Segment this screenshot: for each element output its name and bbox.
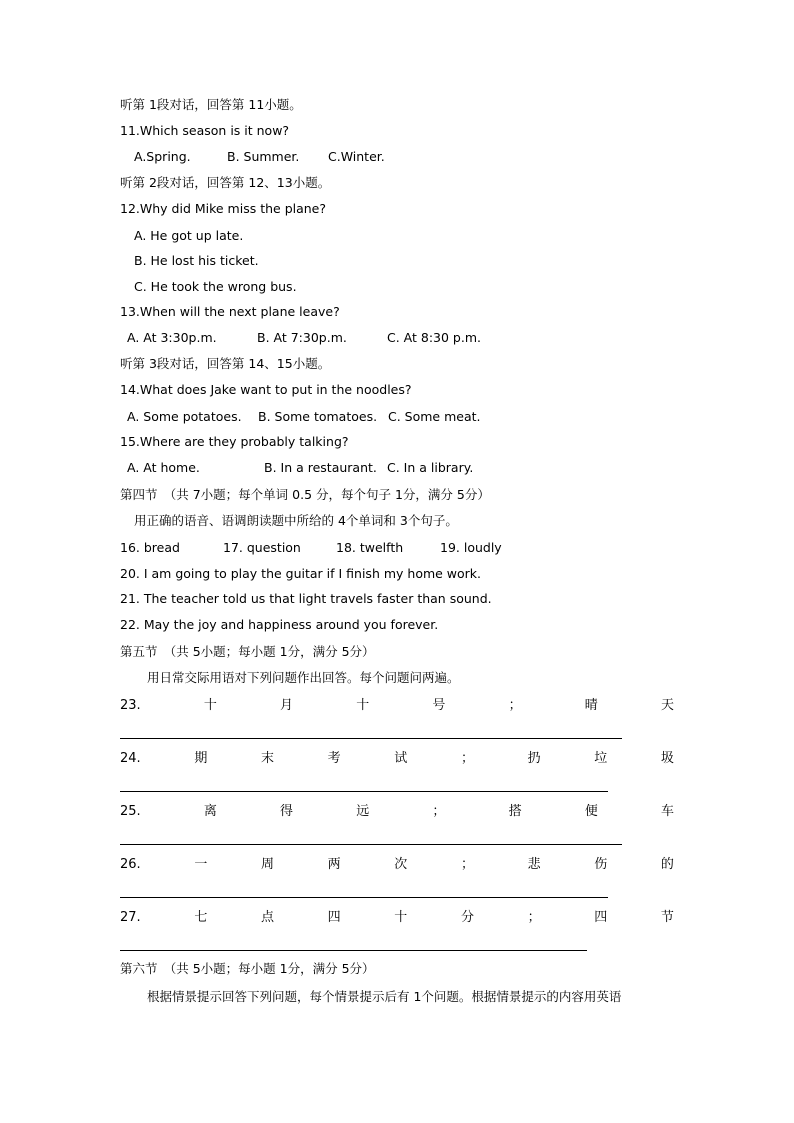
question-number: 26.: [120, 857, 141, 872]
question-number: 27.: [120, 910, 141, 925]
option-a: A. Some potatoes.: [127, 409, 242, 424]
char: 次: [394, 857, 408, 872]
sentence-20: 20. I am going to play the guitar if I finish my home work.: [120, 566, 482, 581]
question-11: 11.Which season is it now?: [120, 123, 290, 138]
question-14: 14.What does Jake want to put in the noodles?: [120, 382, 412, 397]
char: 搭: [508, 804, 522, 819]
sentence-21: 21. The teacher told us that light travels faster than sound.: [120, 591, 492, 606]
option-a: A.Spring.: [134, 149, 191, 164]
char: ；: [460, 857, 474, 872]
question-12-option-a: A. He got up late.: [134, 228, 244, 243]
question-25: [120, 803, 674, 821]
char: 晴: [584, 698, 598, 713]
dialog-1-instruction: 听第 1段对话，回答第 11小题。: [120, 97, 302, 112]
question-23: [120, 697, 674, 715]
question-number: 25.: [120, 804, 141, 819]
char: 分: [460, 910, 474, 925]
char: ；: [508, 698, 522, 713]
answer-line-26: [120, 897, 608, 898]
sentence-22: 22. May the joy and happiness around you forever.: [120, 617, 439, 632]
char: 试: [394, 751, 408, 766]
option-b: B. Summer.: [227, 149, 300, 164]
option-b: B. Some tomatoes.: [258, 409, 378, 424]
char: ；: [432, 804, 446, 819]
char: 七: [194, 910, 208, 925]
char: 便: [584, 804, 598, 819]
char: 期: [194, 751, 208, 766]
section-6-instruction: 根据情景提示回答下列问题，每个情景提示后有 1个问题。根据情景提示的内容用英语: [147, 989, 622, 1004]
word-19: 19. loudly: [440, 540, 502, 555]
question-12-option-b: B. He lost his ticket.: [134, 253, 259, 268]
question-24: [120, 750, 674, 768]
char: 远: [356, 804, 370, 819]
char: ；: [527, 910, 541, 925]
answer-line-27: [120, 950, 587, 951]
question-12-option-c: C. He took the wrong bus.: [134, 279, 297, 294]
char: 四: [327, 910, 341, 925]
word-16: 16. bread: [120, 540, 180, 555]
question-26: [120, 856, 674, 874]
option-c: C. Some meat.: [388, 409, 481, 424]
question-number: 24.: [120, 751, 141, 766]
answer-line-25: [120, 844, 622, 845]
char: 十: [203, 698, 217, 713]
char: 悲: [527, 857, 541, 872]
question-number: 23.: [120, 698, 141, 713]
char: 伤: [594, 857, 608, 872]
question-12: 12.Why did Mike miss the plane?: [120, 201, 327, 216]
answer-line-24: [120, 791, 608, 792]
option-a: A. At 3:30p.m.: [127, 330, 217, 345]
option-c: C. In a library.: [387, 460, 474, 475]
section-5-heading: 第五节 （共 5小题；每小题 1分，满分 5分）: [120, 644, 375, 659]
char: 十: [356, 698, 370, 713]
char: 垃: [594, 751, 608, 766]
char: 离: [203, 804, 217, 819]
option-b: B. At 7:30p.m.: [257, 330, 347, 345]
option-a: A. At home.: [127, 460, 200, 475]
section-4-instruction: 用正确的语音、语调朗读题中所给的 4个单词和 3个句子。: [134, 513, 458, 528]
char: 的: [660, 857, 674, 872]
option-c: C.Winter.: [328, 149, 385, 164]
char: 一: [194, 857, 208, 872]
word-17: 17. question: [223, 540, 301, 555]
char: 考: [327, 751, 341, 766]
section-6-heading: 第六节 （共 5小题；每小题 1分，满分 5分）: [120, 961, 375, 976]
char: 十: [394, 910, 408, 925]
dialog-2-instruction: 听第 2段对话，回答第 12、13小题。: [120, 175, 331, 190]
char: 点: [260, 910, 274, 925]
char: 两: [327, 857, 341, 872]
char: 车: [660, 804, 674, 819]
option-c: C. At 8:30 p.m.: [387, 330, 481, 345]
answer-line-23: [120, 738, 622, 739]
char: 月: [280, 698, 294, 713]
char: 得: [280, 804, 294, 819]
char: 天: [660, 698, 674, 713]
question-15: 15.Where are they probably talking?: [120, 434, 349, 449]
char: 节: [660, 910, 674, 925]
question-13: 13.When will the next plane leave?: [120, 304, 340, 319]
char: 四: [594, 910, 608, 925]
word-18: 18. twelfth: [336, 540, 404, 555]
option-b: B. In a restaurant.: [264, 460, 377, 475]
section-4-heading: 第四节 （共 7小题；每个单词 0.5 分，每个句子 1分，满分 5分）: [120, 487, 490, 502]
char: 末: [260, 751, 274, 766]
char: 周: [260, 857, 274, 872]
char: ；: [460, 751, 474, 766]
char: 号: [432, 698, 446, 713]
question-27: [120, 909, 674, 927]
dialog-3-instruction: 听第 3段对话，回答第 14、15小题。: [120, 356, 331, 371]
char: 圾: [660, 751, 674, 766]
section-5-instruction: 用日常交际用语对下列问题作出回答。每个问题问两遍。: [147, 670, 460, 685]
char: 扔: [527, 751, 541, 766]
